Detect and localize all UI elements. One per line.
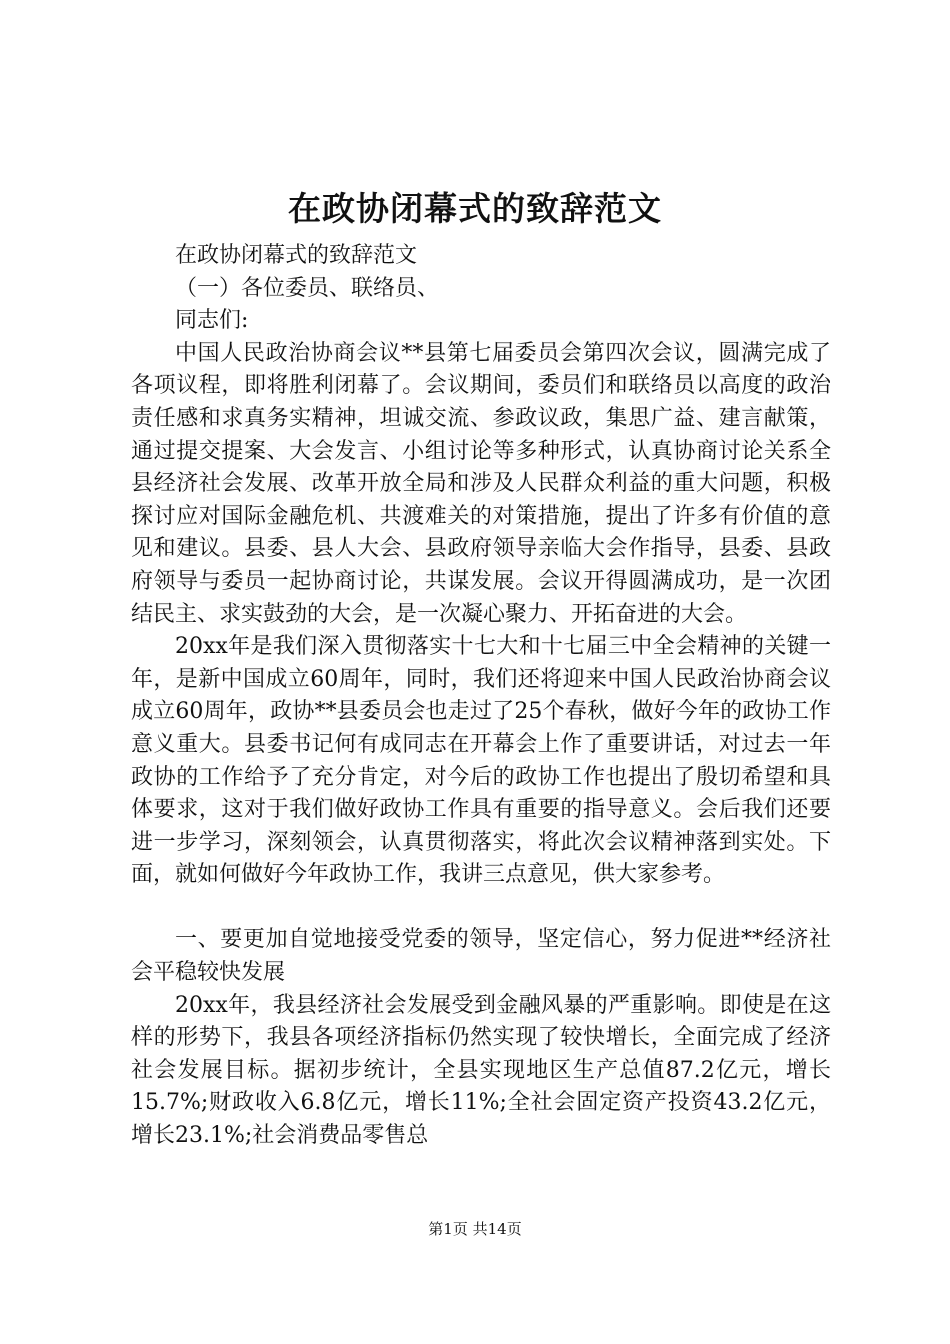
body-paragraph: 20xx年，我县经济社会发展受到金融风暴的严重影响。即使是在这样的形势下，我县各项经济指标仍然实现了较快增长，全面完成了经济社会发展目标。据初步统计，全县实现地区生产总值87.2亿元，增长15.7%;财政收入6.8亿元，增长11%;全社会固定资产投资43.2亿元，增长23.1%;社会消费品零售总 [131,992,831,1149]
body-paragraph: 中国人民政治协商会议**县第七届委员会第四次会议，圆满完成了各项议程，即将胜利闭幕了。会议期间，委员们和联络员以高度的政治责任感和求真务实精神，坦诚交流、参政议政，集思广益、建言献策，通过提交提案、大会发言、小组讨论等多种形式，认真协商讨论关系全县经济社会发展、改革开放全局和涉及人民群众利益的重大问题，积极探讨应对国际金融危机、共渡难关的对策措施，提出了许多有价值的意见和建议。县委、县人大会、县政府领导亲临大会作指导，县委、县政府领导与委员一起协商讨论，共谋发展。会议开得圆满成功，是一次团结民主、求实鼓劲的大会，是一次凝心聚力、开拓奋进的大会。 [131,340,831,627]
body-paragraph: 20xx年是我们深入贯彻落实十七大和十七届三中全会精神的关键一年，是新中国成立60周年，同时，我们还将迎来中国人民政治协商会议成立60周年，政协**县委员会也走过了25个春秋，做好今年的政协工作意义重大。县委书记何有成同志在开幕会上作了重要讲话，对过去一年政协的工作给予了充分肯定，对今后的政协工作也提出了殷切希望和具体要求，这对于我们做好政协工作具有重要的指导意义。会后我们还要进一步学习，深刻领会，认真贯彻落实，将此次会议精神落到实处。下面，就如何做好今年政协工作，我讲三点意见，供大家参考。 [131,634,831,888]
section-heading: 一、要更加自觉地接受党委的领导，坚定信心，努力促进**经济社会平稳较快发展 [131,927,831,986]
page-number-footer: 第1页 共14页 [428,1220,522,1238]
salutation-line: （一）各位委员、联络员、 [175,275,440,301]
document-title: 在政协闭幕式的致辞范文 [288,189,662,228]
document-body [131,240,831,1153]
subtitle-line: 在政协闭幕式的致辞范文 [175,243,418,268]
salutation-line: 同志们: [175,308,249,334]
